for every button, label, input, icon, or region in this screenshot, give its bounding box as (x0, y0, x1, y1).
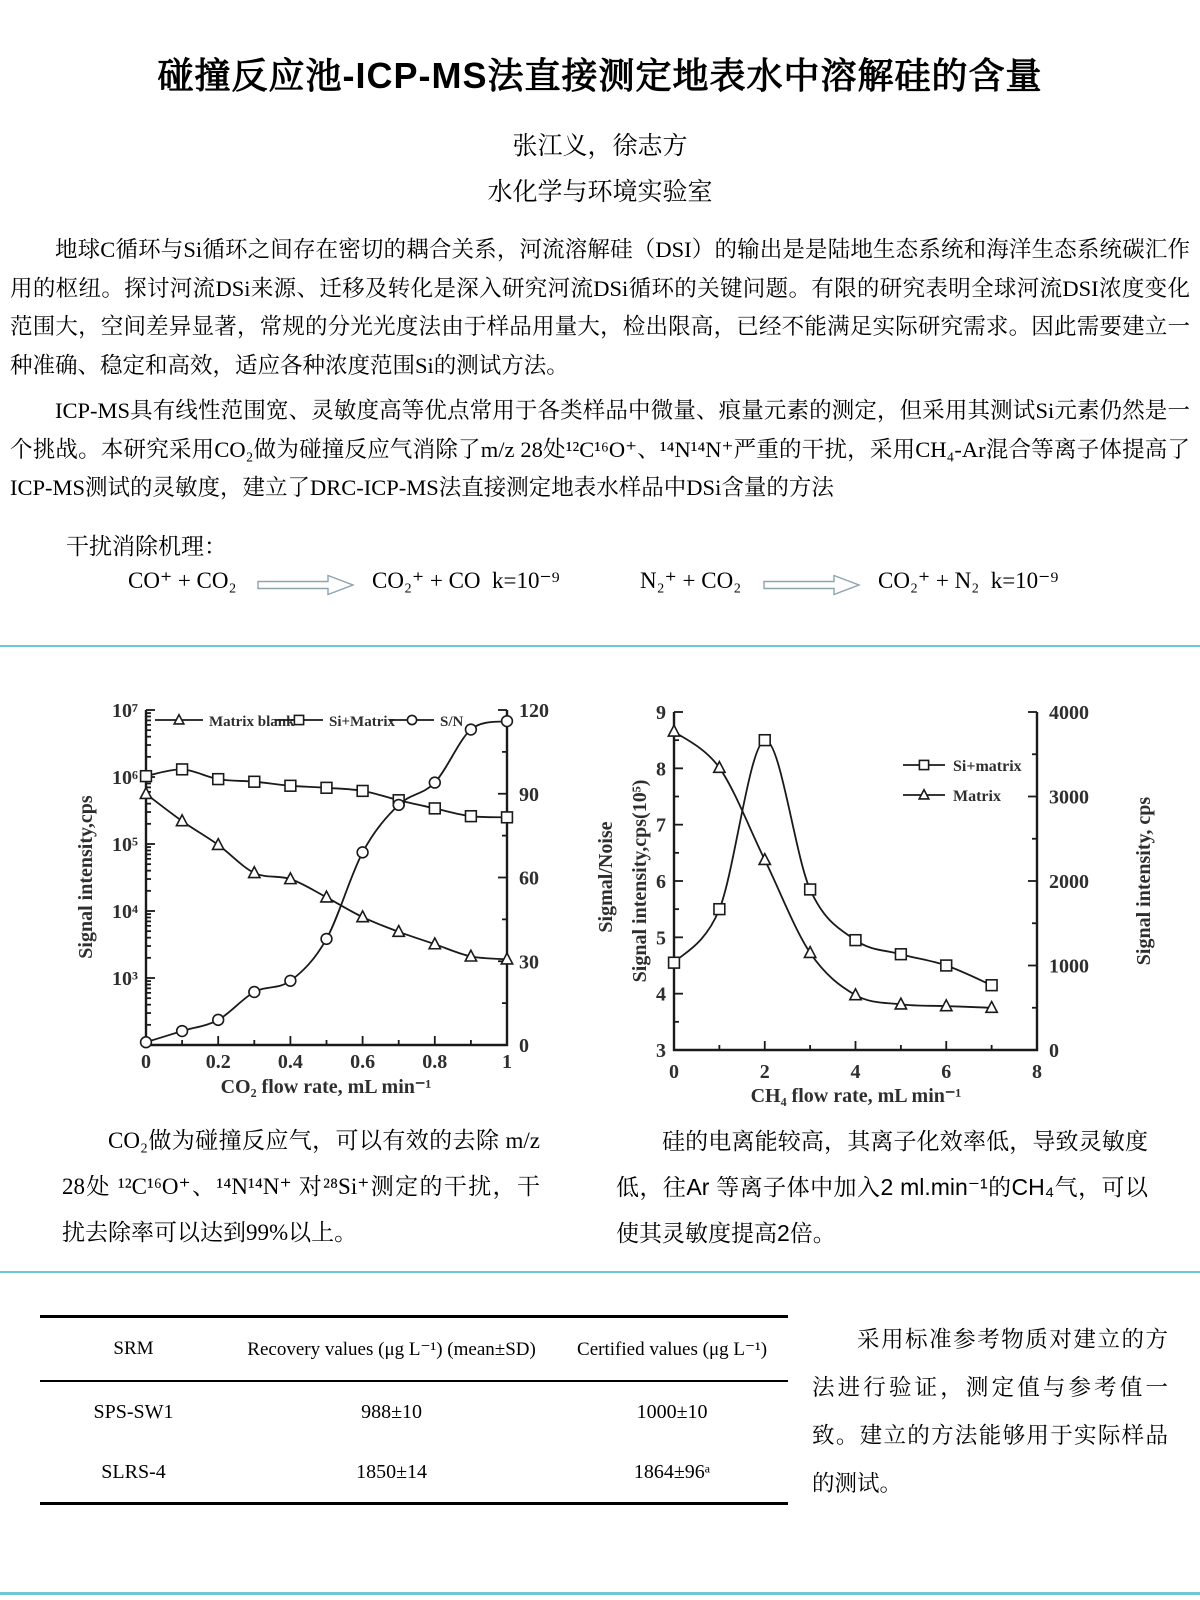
svg-text:90: 90 (519, 783, 539, 806)
svg-text:5: 5 (656, 927, 666, 950)
svg-text:2000: 2000 (1049, 871, 1089, 893)
equation-1-products: CO₂⁺ + CO k=10⁻⁹ (372, 568, 560, 593)
equation-2-reactants: N₂⁺ + CO₂ (640, 568, 742, 593)
equation-1-reactants: CO⁺ + CO₂ (128, 568, 237, 593)
svg-text:Si+matrix: Si+matrix (953, 758, 1022, 775)
svg-text:Signal intensity,cps: Signal intensity,cps (75, 795, 97, 959)
svg-text:10³: 10³ (112, 968, 138, 990)
mechanism-equations (0, 566, 1200, 606)
conclusion-text: 采用标准参考物质对建立的方法进行验证，测定值与参考值一致。建立的方法能够用于实际样品的测试。 (812, 1327, 1168, 1496)
table-row (40, 1442, 788, 1504)
svg-text:4000: 4000 (1049, 702, 1089, 724)
page-title: 碰撞反应池-ICP-MS法直接测定地表水中溶解硅的含量 (157, 55, 1043, 96)
table-header-srm: SRM (113, 1338, 154, 1359)
svg-text:8: 8 (656, 758, 666, 781)
svg-text:10⁴: 10⁴ (112, 901, 138, 923)
co2-flow-optimization-chart (60, 665, 640, 1110)
svg-text:9: 9 (656, 702, 666, 724)
table-row (40, 1381, 788, 1442)
svg-text:120: 120 (519, 700, 549, 722)
svg-text:3000: 3000 (1049, 786, 1089, 809)
cell-certified-value: 1000±10 (636, 1400, 708, 1423)
svg-text:60: 60 (519, 867, 539, 890)
svg-text:10⁷: 10⁷ (112, 700, 138, 722)
srm-recovery-table (40, 1315, 788, 1505)
intro-paragraph-1: 地球C循环与Si循环之间存在密切的耦合关系，河流溶解硅（DSI）的输出是是陆地生态系统和海洋生态系统碳汇作用的枢纽。探讨河流DSi来源、迁移及转化是深入研究河流DSi循环的关键问题。有限的研究表明全球河流DSI浓度变化范围大，空间差异显著，常规的分光光度法由于样品用量大，检出限高，已经不能满足实际研究需求。因此需要建立一种准确、稳定和高效，适应各种浓度范围Si的测试方法。 (10, 237, 1190, 378)
reaction-arrow-icon (762, 572, 862, 598)
svg-text:2: 2 (759, 1061, 770, 1083)
svg-text:6: 6 (941, 1061, 952, 1083)
equation-2-products: CO₂⁺ + N₂ k=10⁻⁹ (878, 568, 1059, 593)
table-header-recovery: Recovery values (μg L⁻¹) (mean±SD) (247, 1338, 536, 1360)
affiliation: 水化学与环境实验室 (487, 178, 713, 206)
left-figure-caption: CO₂做为碰撞反应气，可以有效的去除 m/z 28处 ¹²C¹⁶O⁺、¹⁴N¹⁴N⁺ 对²⁸Si⁺测定的干扰，干扰去除率可以达到99%以上。 (62, 1128, 540, 1245)
section-divider (0, 1271, 1200, 1273)
svg-text:1: 1 (502, 1051, 512, 1073)
mechanism-heading: 干扰消除机理： (66, 533, 227, 559)
svg-text:4: 4 (656, 983, 666, 1006)
svg-text:Si+Matrix: Si+Matrix (329, 714, 396, 730)
svg-text:7: 7 (656, 814, 666, 837)
svg-text:6: 6 (656, 871, 666, 893)
table-header-certified: Certified values (μg L⁻¹) (577, 1338, 768, 1360)
right-figure-caption: 硅的电离能较高，其离子化效率低，导致灵敏度低，往Ar 等离子体中加入2 ml.min⁻¹的CH₄气，可以使其灵敏度提高2倍。 (616, 1128, 1148, 1246)
cell-srm-name: SPS-SW1 (93, 1400, 174, 1423)
table-header-row (40, 1317, 788, 1382)
svg-text:1000: 1000 (1049, 955, 1089, 978)
svg-text:0.4: 0.4 (277, 1051, 303, 1073)
svg-text:0.2: 0.2 (205, 1051, 231, 1073)
svg-text:30: 30 (519, 951, 539, 974)
svg-text:3: 3 (656, 1040, 666, 1062)
svg-text:Signal intensity,cps(10⁵): Signal intensity,cps(10⁵) (629, 779, 651, 983)
svg-text:0: 0 (669, 1061, 679, 1083)
svg-text:4: 4 (850, 1061, 861, 1083)
cell-certified-value: 1864±96ᵃ (633, 1460, 711, 1483)
svg-text:CH₄ flow rate, mL min⁻¹: CH₄ flow rate, mL min⁻¹ (750, 1085, 962, 1107)
svg-text:Signal intensity, cps: Signal intensity, cps (1133, 796, 1155, 966)
svg-text:10⁶: 10⁶ (112, 767, 138, 789)
svg-text:0.8: 0.8 (422, 1051, 448, 1073)
svg-text:0: 0 (1049, 1040, 1059, 1062)
svg-text:CO₂ flow rate, mL min⁻¹: CO₂ flow rate, mL min⁻¹ (220, 1076, 432, 1098)
svg-text:0.6: 0.6 (350, 1051, 376, 1073)
svg-text:10⁵: 10⁵ (112, 834, 138, 856)
section-divider (0, 645, 1200, 647)
svg-text:Matrix blank: Matrix blank (209, 714, 295, 730)
svg-text:0: 0 (519, 1035, 529, 1057)
cell-recovery-value: 988±10 (361, 1400, 423, 1423)
cell-recovery-value: 1850±14 (356, 1460, 428, 1483)
svg-text:0: 0 (141, 1051, 151, 1073)
svg-text:S/N: S/N (440, 714, 464, 730)
ch4-flow-optimization-chart (618, 665, 1180, 1110)
reaction-arrow-icon (256, 572, 356, 598)
svg-text:Sigmal/Noise: Sigmal/Noise (595, 821, 617, 933)
svg-text:8: 8 (1032, 1061, 1042, 1083)
intro-paragraph-2: ICP-MS具有线性范围宽、灵敏度高等优点常用于各类样品中微量、痕量元素的测定，但采用其测试Si元素仍然是一个挑战。本研究采用CO₂做为碰撞反应气消除了m/z 28处¹²C¹⁶O⁺、¹⁴N¹⁴N⁺严重的干扰，采用CH₄-Ar混合等离子体提高了ICP-MS测试的灵敏度，建立了DRC-ICP-MS法直接测定地表水样品中DSi含量的方法 (10, 398, 1190, 500)
cell-srm-name: SLRS-4 (101, 1460, 166, 1483)
svg-text:Matrix: Matrix (953, 788, 1001, 805)
authors: 张江义，徐志方 (512, 132, 688, 160)
bottom-divider (0, 1592, 1200, 1595)
